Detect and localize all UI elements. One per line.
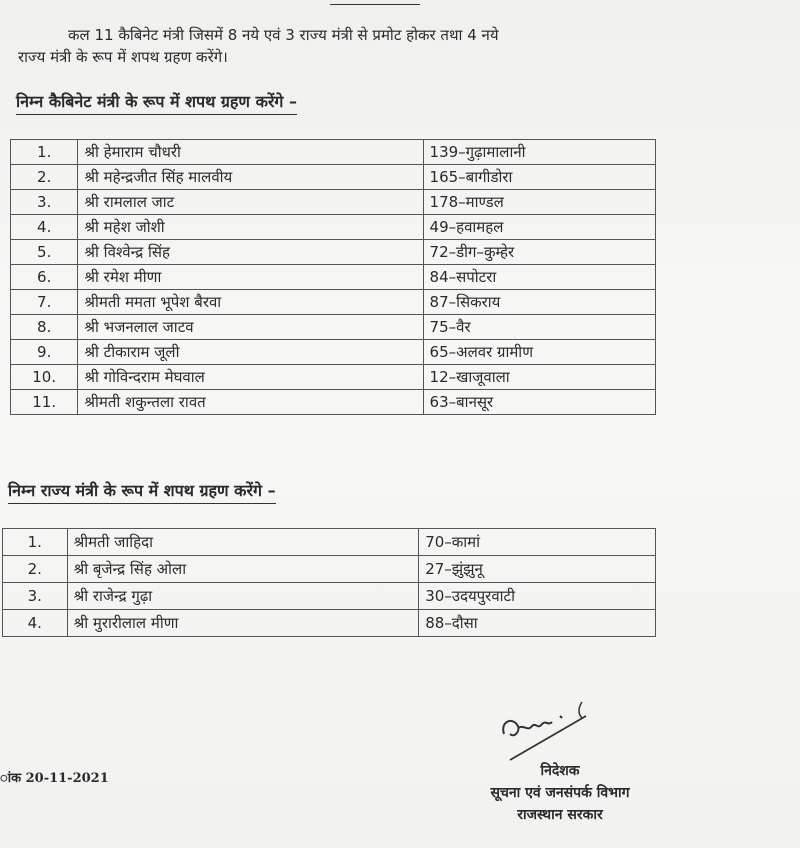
constituency: 65–अलवर ग्रामीण (423, 340, 655, 365)
constituency: 84–सपोटरा (423, 265, 655, 290)
constituency: 30–उदयपुरवाटी (419, 583, 656, 610)
cabinet-row (11, 390, 656, 415)
document-date: ांक 20-11-2021 (0, 771, 109, 786)
cabinet-row (11, 190, 656, 215)
serial-number: 7. (11, 290, 78, 315)
minister-name: श्री टीकाराम जूली (78, 340, 423, 365)
constituency: 165–बागीडोरा (423, 165, 655, 190)
cabinet-row (11, 240, 656, 265)
cabinet-row (11, 165, 656, 190)
state-heading: निम्न राज्य मंत्री के रूप में शपथ ग्रहण करेंगे – (8, 481, 276, 504)
intro-line-1: कल 11 कैबिनेट मंत्री जिसमें 8 नये एवं 3 राज्य मंत्री से प्रमोट होकर तथा 4 नये (68, 26, 499, 44)
constituency: 178–माण्डल (423, 190, 655, 215)
header-underline (330, 0, 420, 5)
minister-name: श्री मुरारीलाल मीणा (67, 610, 419, 637)
minister-name: श्रीमती जाहिदा (67, 529, 419, 556)
minister-name: श्री राजेन्द्र गुढ़ा (67, 583, 419, 610)
serial-number: 4. (3, 610, 68, 637)
minister-name: श्रीमती ममता भूपेश बैरवा (78, 290, 423, 315)
signatory-title: निदेशक (540, 763, 580, 779)
signature (490, 694, 610, 764)
constituency: 88–दौसा (419, 610, 656, 637)
serial-number: 2. (3, 556, 68, 583)
serial-number: 8. (11, 315, 78, 340)
constituency: 72–डीग–कुम्हेर (423, 240, 655, 265)
signatory-government: राजस्थान सरकार (517, 807, 603, 823)
cabinet-row (11, 315, 656, 340)
cabinet-row (11, 140, 656, 165)
serial-number: 11. (11, 390, 78, 415)
intro-paragraph (18, 24, 708, 68)
constituency: 49–हवामहल (423, 215, 655, 240)
serial-number: 4. (11, 215, 78, 240)
minister-name: श्री महेन्द्रजीत सिंह मालवीय (78, 165, 423, 190)
state-ministers-table (2, 528, 656, 637)
cabinet-row (11, 215, 656, 240)
minister-name: श्री भजनलाल जाटव (78, 315, 423, 340)
serial-number: 10. (11, 365, 78, 390)
constituency: 27–झुंझुनू (419, 556, 656, 583)
cabinet-row (11, 290, 656, 315)
cabinet-row (11, 340, 656, 365)
signatory-department: सूचना एवं जनसंपर्क विभाग (490, 785, 630, 801)
minister-name: श्री विश्वेन्द्र सिंह (78, 240, 423, 265)
cabinet-ministers-table (10, 139, 656, 415)
serial-number: 5. (11, 240, 78, 265)
minister-name: श्री रामलाल जाट (78, 190, 423, 215)
state-row (3, 556, 656, 583)
minister-name: श्री हेमाराम चौधरी (78, 140, 423, 165)
serial-number: 6. (11, 265, 78, 290)
minister-name: श्री रमेश मीणा (78, 265, 423, 290)
minister-name: श्री गोविन्दराम मेघवाल (78, 365, 423, 390)
cabinet-row (11, 365, 656, 390)
serial-number: 1. (3, 529, 68, 556)
serial-number: 3. (3, 583, 68, 610)
cabinet-row (11, 265, 656, 290)
constituency: 139–गुढ़ामालानी (423, 140, 655, 165)
serial-number: 9. (11, 340, 78, 365)
constituency: 75–वैर (423, 315, 655, 340)
serial-number: 2. (11, 165, 78, 190)
cabinet-heading: निम्न कैबिनेट मंत्री के रूप में शपथ ग्रहण करेंगे – (16, 92, 297, 115)
minister-name: श्रीमती शकुन्तला रावत (78, 390, 423, 415)
constituency: 87–सिकराय (423, 290, 655, 315)
intro-line-2: राज्य मंत्री के रूप में शपथ ग्रहण करेंगे। (18, 48, 228, 66)
constituency: 70–कामां (419, 529, 656, 556)
serial-number: 1. (11, 140, 78, 165)
constituency: 63–बानसूर (423, 390, 655, 415)
minister-name: श्री बृजेन्द्र सिंह ओला (67, 556, 419, 583)
state-row (3, 610, 656, 637)
constituency: 12–खाजूवाला (423, 365, 655, 390)
state-row (3, 529, 656, 556)
state-row (3, 583, 656, 610)
minister-name: श्री महेश जोशी (78, 215, 423, 240)
signatory-block (440, 760, 680, 826)
serial-number: 3. (11, 190, 78, 215)
